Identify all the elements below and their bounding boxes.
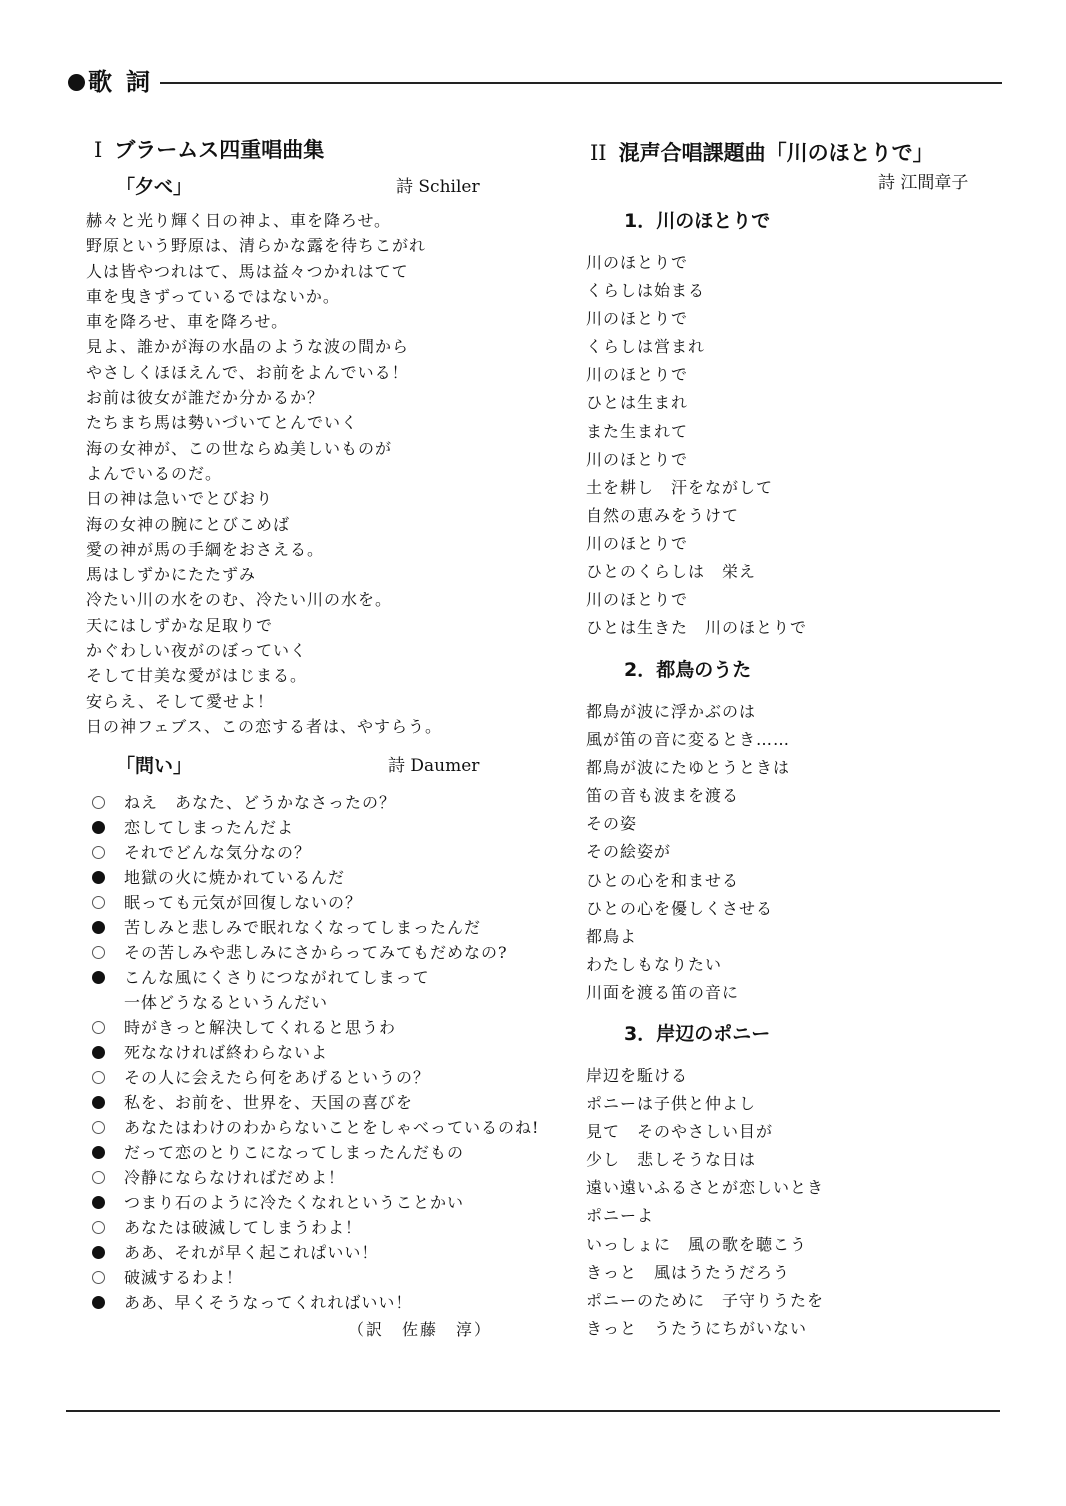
- filled-circle-icon: [92, 871, 105, 884]
- lyric-line: 岸辺を駈ける: [586, 1066, 689, 1085]
- lyric-line: 少し 悲しそうな日は: [586, 1150, 757, 1170]
- dialogue-text: その人に会えたら何をあげるというの？: [124, 1068, 431, 1087]
- open-circle-icon: [92, 1171, 105, 1184]
- dialogue-text: あなたはわけのわからないことをしゃべっているのね!: [124, 1118, 540, 1137]
- lyric-line: 川面を渡る笛の音に: [586, 982, 740, 1002]
- dialogue-line: [86, 915, 539, 940]
- filled-circle-icon: [92, 971, 105, 984]
- lyric-line: 日の神フェブス、この恋する者は、やすらう。: [86, 716, 443, 736]
- dialogue-text: 私を、お前を、世界を、天国の喜びを: [124, 1093, 414, 1112]
- lyric-line: その絵姿が: [586, 842, 672, 862]
- dialogue-line: [86, 1065, 539, 1090]
- lyric-line: 海の女神の腕にとびこめば: [86, 514, 291, 534]
- dialogue-line: [86, 1140, 539, 1165]
- song-title-pony: 3．岸辺のポニー: [624, 1023, 771, 1045]
- lyric-line: よんでいるのだ。: [86, 463, 223, 483]
- dialogue-text: 一体どうなるというんだい: [124, 993, 329, 1012]
- bullet-icon: [68, 74, 85, 91]
- lyric-line: ひとは生きた 川のほとりで: [586, 618, 808, 638]
- filled-circle-icon: [92, 1246, 105, 1259]
- filled-circle-icon: [92, 1296, 105, 1309]
- dialogue-line: [86, 1165, 539, 1190]
- open-circle-icon: [92, 946, 105, 959]
- dialogue-line: [86, 1015, 539, 1040]
- dialogue-line: [86, 1265, 539, 1290]
- lyric-line: 都鳥よ: [586, 926, 638, 946]
- lyric-line: また生まれて: [586, 421, 689, 441]
- filled-circle-icon: [92, 1146, 105, 1159]
- lyric-line: きっと うたうにちがいない: [586, 1318, 808, 1338]
- dialogue-text: 苦しみと悲しみで眠れなくなってしまったんだ: [124, 918, 482, 937]
- lyric-line: ポニーよ: [586, 1206, 655, 1226]
- lyric-line: 愛の神が馬の手綱をおさえる。: [86, 539, 325, 559]
- dialogue-line: [86, 965, 539, 990]
- dialogue-text: 恋してしまったんだよ: [124, 818, 295, 837]
- dialogue-text: その苦しみや悲しみにさからってみてもだめなの?: [124, 943, 508, 962]
- lyrics-yube: [86, 208, 442, 739]
- header-divider: [160, 82, 1002, 84]
- lyrics-pony: [586, 1062, 824, 1343]
- lyric-line: お前は彼女が誰だか分かるか？: [86, 388, 325, 408]
- lyric-line: 馬はしずかにたたずみ: [86, 565, 257, 585]
- lyric-line: 車を降ろせ、車を降ろせ。: [86, 312, 289, 332]
- lyrics-kawa: [586, 249, 807, 642]
- poet-kawa: 詩 江間章子: [878, 173, 969, 193]
- dialogue-text: ねえ あなた、どうかなさったの？: [124, 793, 397, 812]
- dialogue-line: [86, 1115, 539, 1140]
- lyric-line: 川のほとりで: [586, 253, 689, 272]
- lyric-line: くらしは始まる: [586, 281, 706, 301]
- dialogue-text: 眠っても元気が回復しないの？: [124, 893, 363, 912]
- dialogue-line: [86, 1290, 539, 1315]
- lyric-line: やさしくほほえんで、お前をよんでいる！: [86, 362, 409, 382]
- poet-yube: 詩 Schiler: [396, 177, 480, 197]
- lyrics-miyakodori: [586, 698, 790, 1007]
- lyric-line: 都鳥が波にたゆとうときは: [586, 758, 791, 778]
- dialogue-line: [86, 1215, 539, 1240]
- lyric-line: 天にはしずかな足取りで: [86, 615, 274, 635]
- dialogue-text: だって恋のとりこになってしまったんだもの: [124, 1143, 465, 1162]
- song-title-miyakodori: 2．都鳥のうた: [624, 659, 752, 681]
- lyric-line: 風が笛の音に変るとき……: [586, 730, 791, 750]
- lyric-line: 川のほとりで: [586, 533, 689, 553]
- dialogue-text: ああ、それが早く起これぱいい！: [124, 1243, 379, 1262]
- lyric-line: 見て そのやさしい目が: [586, 1122, 774, 1142]
- open-circle-icon: [92, 1121, 105, 1134]
- page-title: 歌詞: [88, 68, 164, 96]
- dialogue-text: 地獄の火に焼かれているんだ: [124, 868, 346, 887]
- lyric-line: ひとは生まれ: [586, 393, 689, 413]
- lyric-line: 自然の恵みをうけて: [586, 505, 740, 525]
- lyric-line: 人は皆やつれはて、馬は益々つかれはてて: [86, 261, 409, 281]
- section-title-1: [94, 135, 324, 165]
- filled-circle-icon: [92, 1196, 105, 1209]
- dialogue-line: [86, 865, 539, 890]
- lyrics-toi: [86, 790, 539, 1315]
- lyric-line: 遠い遠いふるさとが恋しいとき: [586, 1178, 825, 1198]
- lyric-line: 日の神は急いでとびおり: [86, 489, 274, 509]
- section-number-2: II: [590, 141, 607, 165]
- open-circle-icon: [92, 896, 105, 909]
- lyric-line: 笛の音も波まを渡る: [586, 786, 740, 806]
- dialogue-line: [86, 840, 539, 865]
- song-title-kawa: 1．川のほとりで: [624, 210, 771, 232]
- dialogue-line: [86, 890, 539, 915]
- lyric-line: わたしもなりたい: [586, 954, 723, 974]
- section-title-text-2: 混声合唱課題曲「川のほとりで」: [618, 141, 934, 165]
- dialogue-text: こんな風にくさりにつながれてしまって: [124, 968, 430, 987]
- lyric-line: ひとのくらしは 栄え: [586, 562, 757, 582]
- filled-circle-icon: [92, 821, 105, 834]
- lyric-line: 海の女神が、この世ならぬ美しいものが: [86, 438, 393, 458]
- lyric-line: 野原という野原は、清らかな露を待ちこがれ: [86, 236, 427, 256]
- lyric-line: 川のほとりで: [586, 449, 689, 469]
- lyric-line: そして甘美な愛がはじまる。: [86, 666, 308, 686]
- lyric-line: 冷たい川の水をのむ、冷たい川の水を。: [86, 590, 393, 610]
- open-circle-icon: [92, 1021, 105, 1034]
- lyric-line: ポニーのために 子守りうたを: [586, 1290, 825, 1310]
- dialogue-line: [86, 990, 539, 1015]
- dialogue-text: 時がきっと解決してくれると思うわ: [124, 1018, 397, 1037]
- open-circle-icon: [92, 846, 105, 859]
- lyric-line: 安らえ、そして愛せよ！: [86, 691, 274, 711]
- section-title-text-1: ブラームス四重唱曲集: [114, 138, 325, 162]
- dialogue-text: あなたは破滅してしまうわよ！: [124, 1218, 363, 1237]
- lyric-line: その姿: [586, 814, 638, 834]
- dialogue-line: [86, 1190, 539, 1215]
- lyric-line: 都鳥が波に浮かぶのは: [586, 702, 757, 721]
- song-title-yube: 「夕べ」: [116, 176, 193, 198]
- filled-circle-icon: [92, 1096, 105, 1109]
- dialogue-text: それでどんな気分なの？: [124, 843, 312, 862]
- open-circle-icon: [92, 1271, 105, 1284]
- lyric-line: 川のほとりで: [586, 365, 689, 385]
- translator-credit: （訳 佐藤 淳）: [348, 1320, 493, 1339]
- section-title-2: [590, 138, 934, 168]
- lyric-line: 川のほとりで: [586, 590, 689, 610]
- lyric-line: いっしょに 風の歌を聴こう: [586, 1234, 808, 1254]
- lyric-line: くらしは営まれ: [586, 337, 706, 357]
- filled-circle-icon: [92, 921, 105, 934]
- lyric-line: ポニーは子供と仲よし: [586, 1094, 757, 1114]
- open-circle-icon: [92, 1221, 105, 1234]
- lyric-line: 川のほとりで: [586, 309, 689, 329]
- dialogue-text: 破滅するわよ！: [124, 1268, 244, 1287]
- lyric-line: 赫々と光り輝く日の神よ、車を降ろせ。: [86, 211, 392, 230]
- poet-toi: 詩 Daumer: [388, 756, 480, 776]
- lyric-line: 車を曳きずっているではないか。: [86, 286, 340, 306]
- lyric-line: たちまち馬は勢いづいてとんでいく: [86, 413, 359, 433]
- lyric-line: ひとの心を和ませる: [586, 870, 740, 890]
- open-circle-icon: [92, 796, 105, 809]
- lyric-line: きっと 風はうたうだろう: [586, 1262, 791, 1282]
- lyric-line: ひとの心を優しくさせる: [586, 898, 774, 918]
- dialogue-line: [86, 790, 539, 815]
- filled-circle-icon: [92, 1046, 105, 1059]
- dialogue-line: [86, 940, 539, 965]
- open-circle-icon: [92, 1071, 105, 1084]
- dialogue-line: [86, 815, 539, 840]
- dialogue-line: [86, 1040, 539, 1065]
- dialogue-text: ああ、早くそうなってくれればいい！: [124, 1293, 413, 1312]
- lyric-line: 土を耕し 汗をながして: [586, 477, 774, 497]
- lyric-line: かぐわしい夜がのぼっていく: [86, 641, 308, 661]
- lyric-line: 見よ、誰かが海の水晶のような波の間から: [86, 337, 410, 357]
- dialogue-line: [86, 1240, 539, 1265]
- section-number-1: I: [94, 138, 103, 162]
- dialogue-text: つまり石のように冷たくなれということかい: [124, 1193, 465, 1212]
- page-header: [68, 66, 1002, 100]
- dialogue-text: 冷静にならなければだめよ！: [124, 1168, 346, 1187]
- song-title-toi: 「問い」: [116, 755, 193, 777]
- dialogue-line: [86, 1090, 539, 1115]
- footer-divider: [66, 1410, 1000, 1412]
- dialogue-text: 死ななければ終わらないよ: [124, 1043, 329, 1062]
